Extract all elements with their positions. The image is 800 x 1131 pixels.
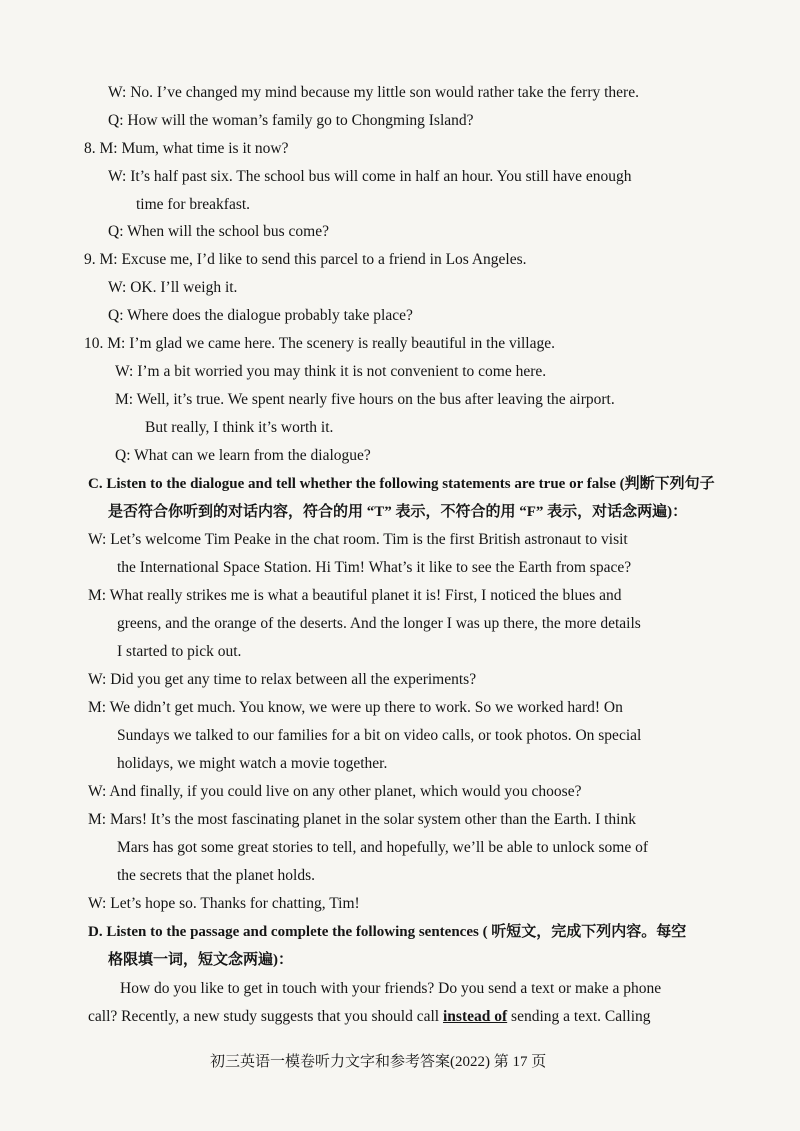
dialogue-line: time for breakfast. [136,196,251,213]
section-c-heading-cont: 是否符合你听到的对话内容，符合的用 “T” 表示，不符合的用 “F” 表示，对话念两遍)： [108,504,688,520]
dialogue-line: W: OK. I’ll weigh it. [108,279,238,296]
dialogue-line: W: No. I’ve changed my mind because my little son would rather take the ferry there. [108,84,639,101]
dialogue-line: 8. M: Mum, what time is it now? [84,140,289,157]
dialogue-line: M: Well, it’s true. We spent nearly five hours on the bus after leaving the airport. [115,391,615,408]
dialogue-line: greens, and the orange of the deserts. And the longer I was up there, the more details [117,615,641,632]
passage-text-after: sending a text. Calling [507,1008,651,1025]
dialogue-line: M: What really strikes me is what a beautiful planet it is! First, I noticed the blues and [88,587,622,604]
dialogue-line: W: I’m a bit worried you may think it is not convenient to come here. [115,363,547,380]
question-line: Q: Where does the dialogue probably take place? [108,307,413,324]
dialogue-line: M: We didn’t get much. You know, we were up there to work. So we worked hard! On [88,699,623,716]
dialogue-line: W: Did you get any time to relax between all the experiments? [88,671,477,688]
dialogue-line: the secrets that the planet holds. [117,867,315,884]
dialogue-line: holidays, we might watch a movie together. [117,755,388,772]
dialogue-line: M: Mars! It’s the most fascinating planet in the solar system other than the Earth. I think [88,811,636,828]
dialogue-line: W: It’s half past six. The school bus will come in half an hour. You still have enough [108,168,632,185]
dialogue-line: I started to pick out. [117,643,242,660]
passage-line: How do you like to get in touch with your friends? Do you send a text or make a phone [120,980,662,997]
page-footer: 初三英语一模卷听力文字和参考答案(2022) 第 17 页 [210,1054,547,1070]
dialogue-line: W: Let’s hope so. Thanks for chatting, Tim! [88,895,360,912]
dialogue-line: the International Space Station. Hi Tim! What’s it like to see the Earth from space? [117,559,632,576]
dialogue-line: W: Let’s welcome Tim Peake in the chat room. Tim is the first British astronaut to visit [88,531,628,548]
dialogue-line: W: And finally, if you could live on any other planet, which would you choose? [88,783,582,800]
dialogue-line: Sundays we talked to our families for a bit on video calls, or took photos. On special [117,727,642,744]
dialogue-line: 9. M: Excuse me, I’d like to send this parcel to a friend in Los Angeles. [84,251,527,268]
question-line: Q: What can we learn from the dialogue? [115,447,371,464]
dialogue-line: Mars has got some great stories to tell, and hopefully, we’ll be able to unlock some of [117,839,649,856]
passage-line [88,1007,651,1027]
section-c-heading: C. Listen to the dialogue and tell whether the following statements are true or false (判断下列句子 [88,476,715,492]
dialogue-line: 10. M: I’m glad we came here. The scenery is really beautiful in the village. [84,335,556,352]
passage-text-before: call? Recently, a new study suggests that you should call [88,1008,443,1025]
section-d-heading-cont: 格限填一词，短文念两遍)： [108,952,293,968]
question-line: Q: How will the woman’s family go to Chongming Island? [108,112,474,129]
answer-underlined: instead of [443,1008,508,1025]
question-line: Q: When will the school bus come? [108,223,329,240]
dialogue-line: But really, I think it’s worth it. [145,419,334,436]
section-d-heading: D. Listen to the passage and complete the following sentences ( 听短文，完成下列内容。每空 [88,924,687,940]
